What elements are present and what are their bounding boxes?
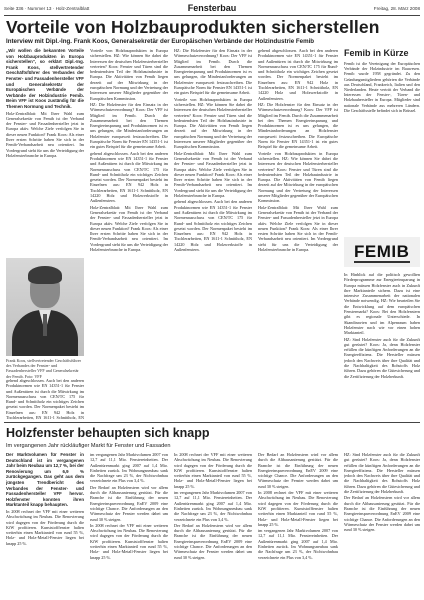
article-column-2: [90, 48, 168, 420]
section-rule: [4, 422, 420, 423]
sidebar-title: Femib in Kürze: [344, 48, 409, 58]
article2-subhead: Im vergangenen Jahr rückläufiger Markt für Fenster und Fassaden: [6, 443, 171, 449]
article-column-3: [174, 48, 252, 420]
article2-headline: Holzfenster behaupten sich knapp: [6, 426, 210, 440]
article-text: im vergangenen Jahr Marktvolumen 2007 von 12,7 auf 11,1 Mio. Fenstereinheiten. Der Außentürenmarkt ging 2007 auf 1,4 Mio. Einheiten zurück. Im Wohnungsneubau sank die Nachfrage um 23 %, der Nichtwohnbau verzeichnete ein Plus von 3,4 %.: [258, 528, 338, 560]
article-text: HZ: Die Holzfenster für den Einsatz in der Wärmeschutzverordnung? Koos: Der VFF ist Mitglied im Femib. Durch die Zusammenarbeit bei den Themen Energieeinsparung und Produktnormen ist es uns gelungen, die Mindestanforderungen an Holzfenster europaweit festzuschreiben. Die Europäische Norm für Fenster EN 14351-1 ist ein gutes Beispiel für die gemeinsame Arbeit.: [258, 101, 338, 150]
article-text: Holz-Zentralblatt: Mit Ihrer Wahl zum Generalsekretär von Femib ist der Verband der Fenster- und Fassadenhersteller jetzt in Europa aktiv. Welche Ziele verfolgen Sie in dieser neuen Funktion? Frank Koos: Als einer Ihrer ersten Schritte haben Sie sich in der Femib-Verbandsarbeit neu orientiert. Im Vordergrund steht für uns die Verteidigung der Holzfensterbranche in Europa.: [90, 204, 168, 252]
article-text: Der Bedarf an Holzfenstern wird vor allem durch die Altbausanierung gestützt. Für die Branche ist die Einführung der neuen Energieeinsparverordnung EnEV 2009 eine wichtige Chance. Die Anforderungen an den Wärmeschutz der Fenster werden dabei um rund 30 % steigen.: [90, 484, 168, 522]
article-column-1b: [6, 378, 84, 420]
article-text: Vorteile von Holzbauprodukten in Europa sicherstellen. HZ: Wie können Sie dabei die Interessen der deutschen Holzfensterhersteller vertreten? Koos: Fenster und Türen sind die bedeutendsten Teil der Holzbauindustrie in Europa. Die Aktivitäten von Femib liegen derzeit auf der Mitwirkung in der europäischen Normung und der Vertretung der Interessen unserer Mitglieder gegenüber der Europäischen Kommission.: [174, 96, 252, 150]
article-subhead: Interview mit Dipl.-Ing. Frank Koos, Generalsekretär der Europäischen Verbände der Holzindustrie Femib: [6, 38, 315, 45]
article-text: HZ: Sind Holzfenster auch für die Zukunft gut gerüstet? Koos: Ja, denn Holzfenster erfüllen die künftigen Anforderungen an die Energieeffizienz. Die Hersteller müssen jedoch den Nachweis über ihre Qualität und die Nachhaltigkeit des Rohstoffs Holz führen. Dazu gehören die Gütesicherung und die Zertifizierung der Holzherkunft.: [344, 452, 420, 495]
info-sidebar: [344, 48, 420, 113]
article-text: Vorteile von Holzbauprodukten in Europa sicherstellen. HZ: Wie können Sie dabei die Interessen der deutschen Holzfensterhersteller vertreten? Koos: Fenster und Türen sind die bedeutendsten Teil der Holzbauindustrie in Europa. Die Aktivitäten von Femib liegen derzeit auf der Mitwirkung in der europäischen Normung und der Vertretung der Interessen unserer Mitglieder gegenüber der Europäischen Kommission.: [258, 150, 338, 204]
article-column-4: [258, 48, 338, 420]
article2-lead: Der Marktvolumen für Fenster in Deutschland ist im vergangenen Jahr beim Neubau um 12,7 %, bei der Renovierung um 6,9 % zurückgegangen. Das geht aus dem jüngsten Trendbericht des Verbandes der Fenster- und Fassadenhersteller VFF hervor. Holzfenster konnten ihren Marktanteil knapp behaupten.: [6, 452, 84, 508]
sidebar-text: Femib ist die Vereinigung der Europäischen Verbände der Holzindustrie im Bauwesen. Femib wurde 1958 gegründet. Zu den Gründungsmitgliedern gehörten die Verbände aus Deutschland, Frankreich, Italien und den Niederlanden. Heute vertritt der Verband die Interessen der Fenster-, Türen- und Holzbauhersteller in Europa. Mitglieder sind nationale Verbände aus mehreren Ländern. Die Geschäftsstelle befindet sich in Brüssel.: [344, 61, 420, 113]
article-text: gehend abgeschlossen. Auch bei den anderen Produktnormen wie EN 14351-1 für Fenster und Außentüren ist durch die Mitwirkung im Normenausschuss von CEN/TC 175 für Rund- und Schnittholz ein wichtiges Zeichen gesetzt worden. Der Normenpaket besteht im Einzelnen aus: EN 942 Holz in Tischlerarbeiten, EN 1611-1 Schnittholz, EN 14220 Holz und Holzwerkstoffe in Außenfenstern.: [174, 199, 252, 252]
article2-column-1: [6, 452, 84, 596]
article-text: gehend abgeschlossen. Auch bei den anderen Produktnormen wie EN 14351-1 für Fenster und Außentüren ist durch die Mitwirkung im Normenausschuss von CEN/TC 175 für Rund- und Schnittholz ein wichtiges Zeichen gesetzt worden. Der Normenpaket besteht im Einzelnen aus: EN 942 Holz in Tischlerarbeiten, EN 1611-1 Schnittholz, EN 14220 Holz und Holzwerkstoffe in Außenfenstern.: [258, 48, 338, 101]
article2-column-4: [258, 452, 338, 596]
femib-logo: [344, 237, 420, 267]
article-text: Holz-Zentralblatt: Mit Ihrer Wahl zum Generalsekretär von Femib ist der Verband der Fenster- und Fassadenhersteller jetzt in Europa aktiv. Welche Ziele verfolgen Sie in dieser neuen Funktion? Frank Koos: Als einer Ihrer ersten Schritte haben Sie sich in der Femib-Verbandsarbeit neu orientiert. Im Vordergrund steht für uns die Verteidigung der Holzfensterbranche in Europa.: [258, 204, 338, 252]
portrait-photo: [6, 258, 84, 356]
logo-text: FEMIB: [354, 242, 410, 261]
article-text: In Hinblick auf die politisch gewollten Förderprogramme zur Energieeinsparung in Europa müssen Holzfenster auch in Zukunft ihre Marktanteile sichern. Dazu ist eine intensive Zusammenarbeit der nationalen Verbände notwendig. HZ: Wie beurteilen Sie die Entwicklung auf dem europäischen Fenstermarkt? Koos: Bei den Holzfenstern gibt es regionale Unterschiede. In Skandinavien und im Alpenraum haben Holzfenster nach wie vor einen hohen Marktanteil.: [344, 272, 420, 336]
article-text: In 2008 rechnet der VFF mit einer weiteren Abschwächung im Neubau. Die Renovierung wird dagegen von der Förderung durch die KfW profitieren. Kunststofffenster halten weiterhin einen Marktanteil von rund 55 %, Holz- und Holz-Metall-Fenster liegen bei knapp 25 %.: [174, 452, 252, 489]
article-text: im vergangenen Jahr Marktvolumen 2007 von 12,7 auf 11,1 Mio. Fenstereinheiten. Der Außentürenmarkt ging 2007 auf 1,4 Mio. Einheiten zurück. Im Wohnungsneubau sank die Nachfrage um 23 %, der Nichtwohnbau verzeichnete ein Plus von 3,4 %.: [174, 490, 252, 522]
article-text: Der Bedarf an Holzfenstern wird vor allem durch die Altbausanierung gestützt. Für die Branche ist die Einführung der neuen Energieeinsparverordnung EnEV 2009 eine wichtige Chance. Die Anforderungen an den Wärmeschutz der Fenster werden dabei um rund 30 % steigen.: [174, 522, 252, 560]
article2-column-5: [344, 452, 420, 596]
article-text: In 2008 rechnet der VFF mit einer weiteren Abschwächung im Neubau. Die Renovierung wird dagegen von der Förderung durch die KfW profitieren. Kunststofffenster halten weiterhin einen Marktanteil von rund 55 %, Holz- und Holz-Metall-Fenster liegen bei knapp 25 %.: [90, 522, 168, 560]
article-text: im vergangenen Jahr Marktvolumen 2007 von 12,7 auf 11,1 Mio. Fenstereinheiten. Der Außentürenmarkt ging 2007 auf 1,4 Mio. Einheiten zurück. Im Wohnungsneubau sank die Nachfrage um 23 %, der Nichtwohnbau verzeichnete ein Plus von 3,4 %.: [90, 452, 168, 484]
article-column-1: [6, 48, 84, 256]
article-lead: „Wir wollen die bekannten Vorteile von Holzbauprodukten in Europa sicherstellen“, so erklärt Dipl.-Ing. Frank Koos, stellvertretender Geschäftsführer des Verbandes der Fenster- und Fassadenhersteller VFF und Generalsekretär der Europäischen Verbände der Verbände der Holzindustrie Femib. Beim VFF ist Koos zuständig für die Themen Normung und Technik.: [6, 48, 84, 109]
header-date: Freitag, 28. März 2008: [373, 6, 420, 11]
article-text: gehend abgeschlossen. Auch bei den anderen Produktnormen wie EN 14351-1 für Fenster und Außentüren ist durch die Mitwirkung im Normenausschuss von CEN/TC 175 für Rund- und Schnittholz ein wichtiges Zeichen gesetzt worden. Der Normenpaket besteht im Einzelnen aus: EN 942 Holz in Tischlerarbeiten, EN 1611-1 Schnittholz, EN: [6, 378, 84, 420]
article-text: Der Bedarf an Holzfenstern wird vor allem durch die Altbausanierung gestützt. Für die Branche ist die Einführung der neuen Energieeinsparverordnung EnEV 2009 eine wichtige Chance. Die Anforderungen an den Wärmeschutz der Fenster werden dabei um rund 30 % steigen.: [344, 495, 420, 533]
article-headline: Vorteile von Holzbauprodukten sicherstellen: [6, 17, 380, 37]
article-text: Holz-Zentralblatt: Mit Ihrer Wahl zum Generalsekretär von Femib ist der Verband der Fenster- und Fassadenhersteller jetzt in Europa aktiv. Welche Ziele verfolgen Sie in dieser neuen Funktion? Frank Koos: Als einer Ihrer ersten Schritte haben Sie sich in der Femib-Verbandsarbeit neu orientiert. Im Vordergrund steht für uns die Verteidigung der Holzfensterbranche in Europa.: [6, 110, 84, 158]
header-rule: [4, 15, 420, 16]
page-header: [4, 3, 420, 14]
section-title: Fensterbau: [187, 3, 237, 13]
article2-column-3: [174, 452, 252, 596]
article-text: In 2008 rechnet der VFF mit einer weiteren Abschwächung im Neubau. Die Renovierung wird dagegen von der Förderung durch die KfW profitieren. Kunststofffenster halten weiterhin einen Marktanteil von rund 55 %, Holz- und Holz-Metall-Fenster liegen bei knapp 25 %.: [6, 508, 84, 546]
article2-column-2: [90, 452, 168, 596]
photo-caption: Frank Koos, stellvertretender Geschäftsführer des Verbandes der Fenster- und Fassadenhersteller VFF und Generalsekretär der Femib. Foto: VFF: [6, 358, 82, 379]
article-text: Vorteile von Holzbauprodukten in Europa sicherstellen. HZ: Wie können Sie dabei die Interessen der deutschen Holzfensterhersteller vertreten? Koos: Fenster und Türen sind die bedeutendsten Teil der Holzbauindustrie in Europa. Die Aktivitäten von Femib liegen derzeit auf der Mitwirkung in der europäischen Normung und der Vertretung der Interessen unserer Mitglieder gegenüber der Europäischen Kommission.: [90, 48, 168, 101]
article-text: gehend abgeschlossen. Auch bei den anderen Produktnormen wie EN 14351-1 für Fenster und Außentüren ist durch die Mitwirkung im Normenausschuss von CEN/TC 175 für Rund- und Schnittholz ein wichtiges Zeichen gesetzt worden. Der Normenpaket besteht im Einzelnen aus: EN 942 Holz in Tischlerarbeiten, EN 1611-1 Schnittholz, EN 14220 Holz und Holzwerkstoffe in Außenfenstern.: [90, 150, 168, 204]
article-text: HZ: Die Holzfenster für den Einsatz in der Wärmeschutzverordnung? Koos: Der VFF ist Mitglied im Femib. Durch die Zusammenarbeit bei den Themen Energieeinsparung und Produktnormen ist es uns gelungen, die Mindestanforderungen an Holzfenster europaweit festzuschreiben. Die Europäische Norm für Fenster EN 14351-1 ist ein gutes Beispiel für die gemeinsame Arbeit.: [90, 101, 168, 150]
article-text: HZ: Die Holzfenster für den Einsatz in der Wärmeschutzverordnung? Koos: Der VFF ist Mitglied im Femib. Durch die Zusammenarbeit bei den Themen Energieeinsparung und Produktnormen ist es uns gelungen, die Mindestanforderungen an Holzfenster europaweit festzuschreiben. Die Europäische Norm für Fenster EN 14351-1 ist ein gutes Beispiel für die gemeinsame Arbeit.: [174, 48, 252, 96]
article-text: Holz-Zentralblatt: Mit Ihrer Wahl zum Generalsekretär von Femib ist der Verband der Fenster- und Fassadenhersteller jetzt in Europa aktiv. Welche Ziele verfolgen Sie in dieser neuen Funktion? Frank Koos: Als einer Ihrer ersten Schritte haben Sie sich in der Femib-Verbandsarbeit neu orientiert. Im Vordergrund steht für uns die Verteidigung der Holzfensterbranche in Europa.: [174, 150, 252, 199]
article-text: HZ: Sind Holzfenster auch für die Zukunft gut gerüstet? Koos: Ja, denn Holzfenster erfüllen die künftigen Anforderungen an die Energieeffizienz. Die Hersteller müssen jedoch den Nachweis über ihre Qualität und die Nachhaltigkeit des Rohstoffs Holz führen. Dazu gehören die Gütesicherung und die Zertifizierung der Holzherkunft.: [344, 336, 420, 379]
header-issue: Seite 336 · Nummer 13 · Holz-Zentralblatt: [4, 6, 90, 11]
sidebar-column: [344, 272, 420, 420]
article-text: In 2008 rechnet der VFF mit einer weiteren Abschwächung im Neubau. Die Renovierung wird dagegen von der Förderung durch die KfW profitieren. Kunststofffenster halten weiterhin einen Marktanteil von rund 55 %, Holz- und Holz-Metall-Fenster liegen bei knapp 25 %.: [258, 490, 338, 527]
article-text: Der Bedarf an Holzfenstern wird vor allem durch die Altbausanierung gestützt. Für die Branche ist die Einführung der neuen Energieeinsparverordnung EnEV 2009 eine wichtige Chance. Die Anforderungen an den Wärmeschutz der Fenster werden dabei um rund 30 % steigen.: [258, 452, 338, 489]
